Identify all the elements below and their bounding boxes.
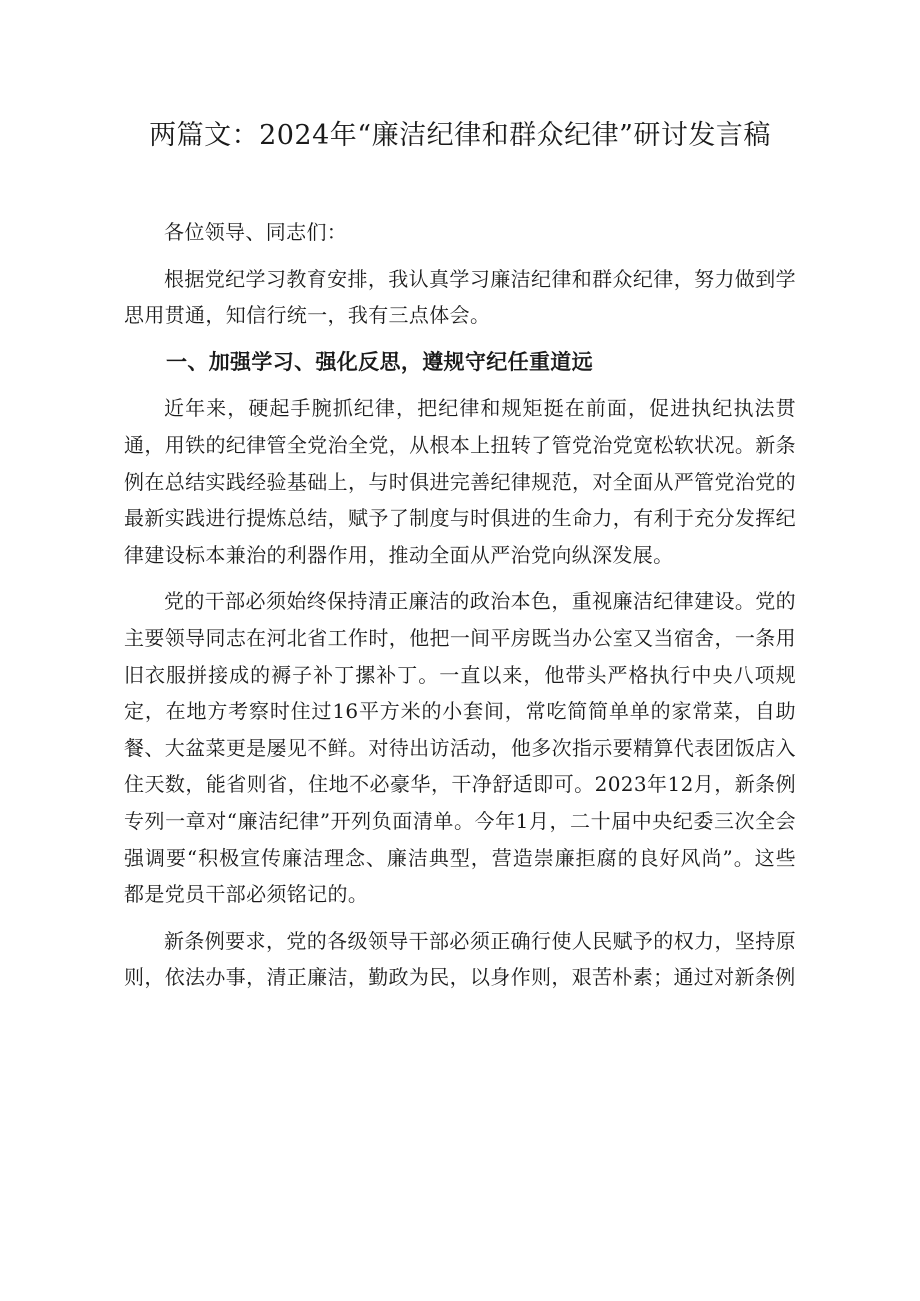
salutation: 各位领导、同志们： xyxy=(164,220,348,244)
document-body xyxy=(124,214,796,1006)
body-paragraph: 近年来，硬起手腕抓纪律，把纪律和规矩挺在前面，促进执纪执法贯通，用铁的纪律管全党治全党，从根本上扭转了管党治党宽松软状况。新条例在总结实践经验基础上，与时俱进完善纪律规范，对全面从严管党治党的最新实践进行提炼总结，赋予了制度与时俱进的生命力，有利于充分发挥纪律建设标本兼治的利器作用，推动全面从严治党向纵深发展。 xyxy=(124,396,796,567)
intro-paragraph: 根据党纪学习教育安排，我认真学习廉洁纪律和群众纪律，努力做到学思用贯通，知信行统一，我有三点体会。 xyxy=(124,266,796,328)
body-paragraph: 党的干部必须始终保持清正廉洁的政治本色，重视廉洁纪律建设。党的主要领导同志在河北省工作时，他把一间平房既当办公室又当宿舍，一条用旧衣服拼接成的褥子补丁摞补丁。一直以来，他带头严格执行中央八项规定，在地方考察时住过16平方米的小套间，常吃简简单单的家常菜，自助餐、大盆菜更是屡见不鲜。对待出访活动，他多次指示要精算代表团饭店入住天数，能省则省，住地不必豪华，干净舒适即可。2023年12月，新条例专列一章对“廉洁纪律”开列负面清单。今年1月，二十届中央纪委三次全会强调要“积极宣传廉洁理念、廉洁典型，营造崇廉拒腐的良好风尚”。这些都是党员干部必须铭记的。 xyxy=(124,589,796,907)
body-paragraph: 新条例要求，党的各级领导干部必须正确行使人民赋予的权力，坚持原则，依法办事，清正廉洁，勤政为民，以身作则，艰苦朴素；通过对新条例 xyxy=(124,928,796,990)
section-heading-1: 一、加强学习、强化反思，遵规守纪任重道远 xyxy=(166,349,593,374)
document-title: 两篇文：2024年“廉洁纪律和群众纪律”研讨发言稿 xyxy=(149,120,771,151)
